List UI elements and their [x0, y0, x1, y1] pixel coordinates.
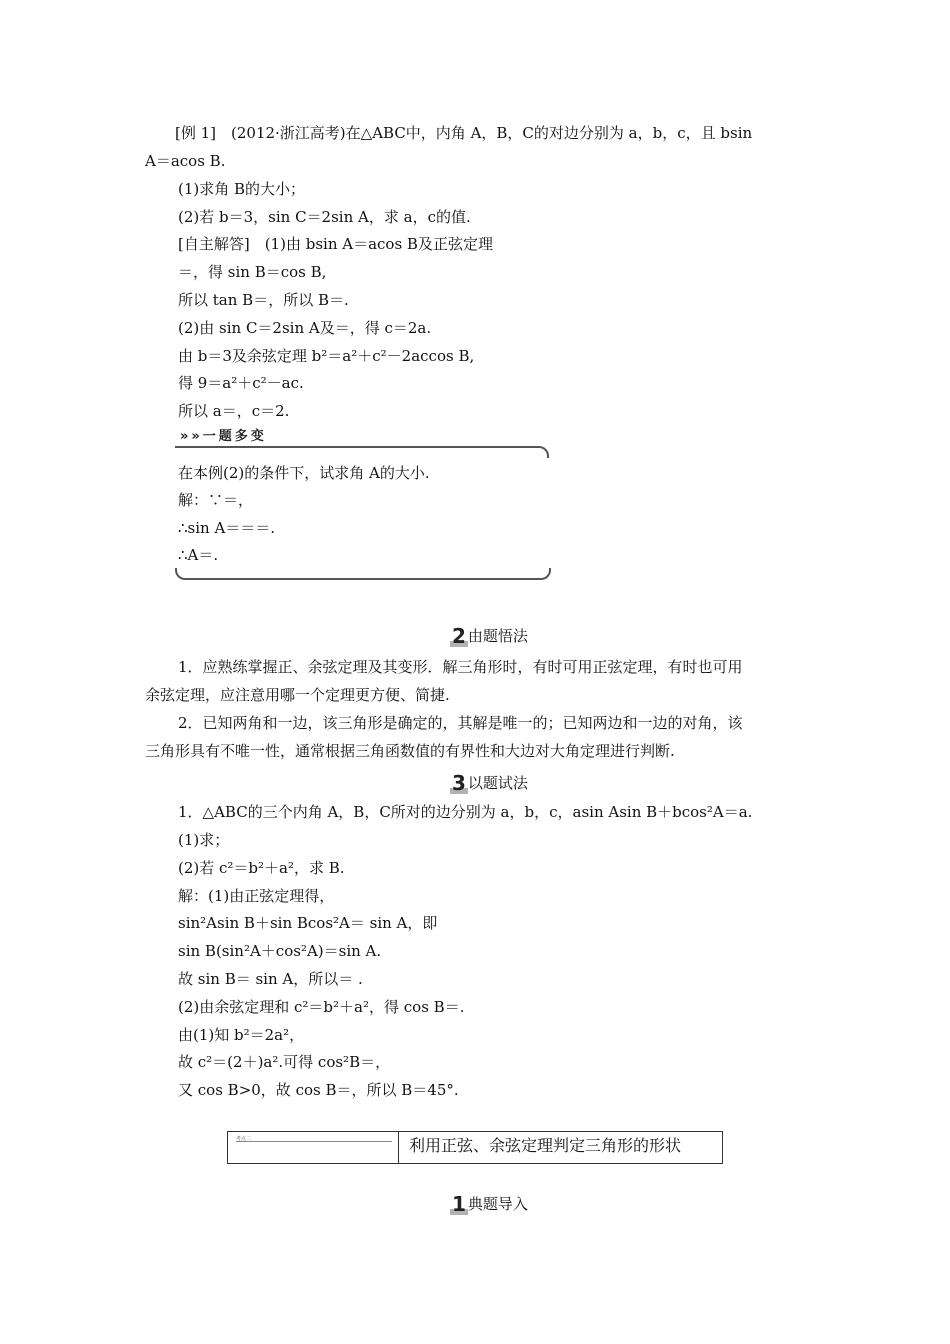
topic-label-small: 考点二: [236, 1136, 252, 1142]
variant-line-2: 解：∵＝，: [178, 491, 254, 509]
section-title: 由题悟法: [467, 627, 528, 645]
section-heading-youtiwufa: [452, 624, 528, 648]
variant-line-1: 在本例(2)的条件下，试求角 A的大小.: [178, 464, 430, 482]
section-heading-diantidaoru: [452, 1192, 528, 1216]
topic-rule: [236, 1141, 392, 1142]
practice-answer-3: sin B(sin²A＋cos²A)＝sin A.: [178, 942, 382, 960]
solution-line-3: 所以 tan B＝，所以 B＝.: [178, 291, 349, 309]
practice-question-1: (1)求；: [178, 831, 230, 849]
solution-line-7: 所以 a＝，c＝2.: [178, 402, 290, 420]
solution-line-6: 得 9＝a²＋c²－ac.: [178, 374, 304, 392]
practice-question: 1．△ABC的三个内角 A，B，C所对的边分别为 a，b，c，asin Asin B＋bcos²A＝a.: [178, 803, 753, 821]
practice-question-2: (2)若 c²＝b²＋a²，求 B.: [178, 859, 345, 877]
practice-answer-1: 解：(1)由正弦定理得，: [178, 887, 335, 905]
variant-box-top-border: [175, 446, 549, 458]
solution-line-2: ＝，得 sin B＝cos B,: [178, 263, 327, 281]
topic-table-left-cell: [228, 1132, 399, 1163]
example-question-1: (1)求角 B的大小；: [178, 180, 306, 198]
method-paragraph-1b: 余弦定理，应注意用哪一个定理更方便、简捷.: [145, 686, 450, 704]
variant-line-3: ∴sin A＝＝＝.: [178, 519, 276, 537]
example-question-2: (2)若 b＝3，sin C＝2sin A，求 a，c的值.: [178, 208, 471, 226]
topic-table: [227, 1131, 723, 1164]
section-number-icon: 3: [452, 771, 466, 795]
variant-box-label: »»一题多变: [180, 429, 267, 444]
example-line-1: [例 1] (2012·浙江高考)在△ABC中，内角 A，B，C的对边分别为 a，b，c，且 bsin: [175, 124, 753, 142]
section-heading-yitishifa: [452, 771, 528, 795]
method-paragraph-2a: 2．已知两角和一边，该三角形是确定的，其解是唯一的；已知两边和一边的对角，该: [178, 714, 743, 732]
variant-line-4: ∴A＝.: [178, 546, 219, 564]
practice-answer-5: (2)由余弦定理和 c²＝b²＋a²，得 cos B＝.: [178, 998, 465, 1016]
section-number-icon: 2: [452, 624, 466, 648]
method-paragraph-2b: 三角形具有不唯一性，通常根据三角函数值的有界性和大边对大角定理进行判断.: [145, 742, 675, 760]
section-number-icon: 1: [452, 1192, 466, 1216]
practice-answer-6: 由(1)知 b²＝2a²，: [178, 1026, 305, 1044]
topic-table-title: 利用正弦、余弦定理判定三角形的形状: [409, 1136, 682, 1155]
section-title: 以题试法: [467, 774, 528, 792]
solution-line-4: (2)由 sin C＝2sin A及＝，得 c＝2a.: [178, 319, 432, 337]
practice-answer-7: 故 c²＝(2＋)a².可得 cos²B＝，: [178, 1053, 391, 1071]
practice-answer-8: 又 cos B>0，故 cos B＝，所以 B＝45°.: [178, 1081, 459, 1099]
example-line-2: A＝acos B.: [145, 152, 226, 170]
variant-box-bottom-border: [175, 568, 551, 580]
practice-answer-4: 故 sin B＝ sin A，所以＝ .: [178, 970, 363, 988]
solution-line-1: [自主解答] (1)由 bsin A＝acos B及正弦定理: [178, 235, 493, 253]
method-paragraph-1a: 1．应熟练掌握正、余弦定理及其变形．解三角形时，有时可用正弦定理，有时也可用: [178, 658, 743, 676]
practice-answer-2: sin²Asin B＋sin Bcos²A＝ sin A，即: [178, 914, 438, 932]
section-title: 典题导入: [467, 1195, 528, 1213]
solution-line-5: 由 b＝3及余弦定理 b²＝a²＋c²－2accos B,: [178, 347, 475, 365]
